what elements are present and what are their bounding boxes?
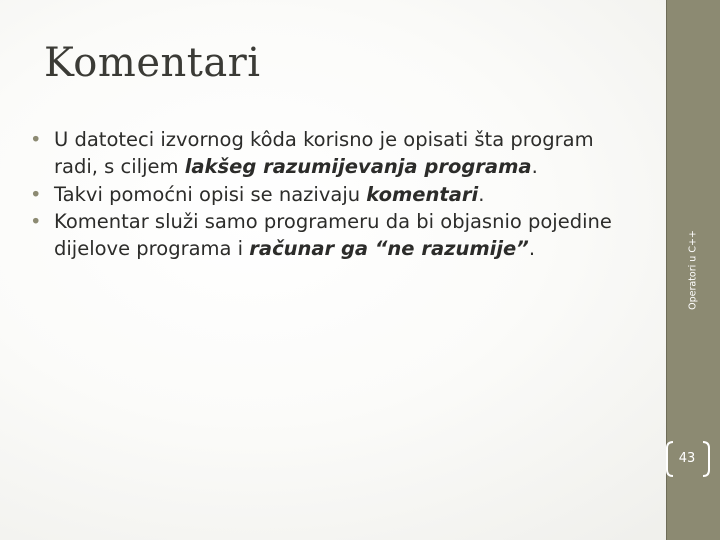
bullet-text: . — [528, 237, 536, 261]
slide-title: Komentari — [44, 40, 261, 86]
bullet-emphasis: komentari — [366, 182, 479, 206]
bullet-emphasis: računar ga “ne razumije” — [249, 237, 529, 261]
page-number: 43 — [678, 451, 696, 466]
bullet-item — [30, 208, 630, 263]
bullet-list — [30, 126, 630, 262]
bullet-emphasis: lakšeg razumijevanja programa — [184, 155, 532, 179]
bullet-icon: • — [30, 182, 42, 206]
bullet-item — [30, 126, 630, 181]
bullet-text: U datoteci izvornog kôda korisno je opisati šta program radi, s ciljem — [54, 128, 594, 179]
bullet-text: . — [478, 182, 485, 206]
bullet-icon: • — [30, 209, 42, 233]
bullet-text: Komentar služi samo programeru da bi objasnio pojedine dijelove programa i — [54, 209, 612, 261]
side-label: Operatori u C++ — [687, 230, 699, 310]
bullet-item — [30, 181, 630, 208]
bullet-text: . — [531, 155, 538, 179]
bullet-text: Takvi pomoćni opisi se nazivaju — [54, 182, 367, 206]
bullet-icon: • — [30, 128, 42, 151]
